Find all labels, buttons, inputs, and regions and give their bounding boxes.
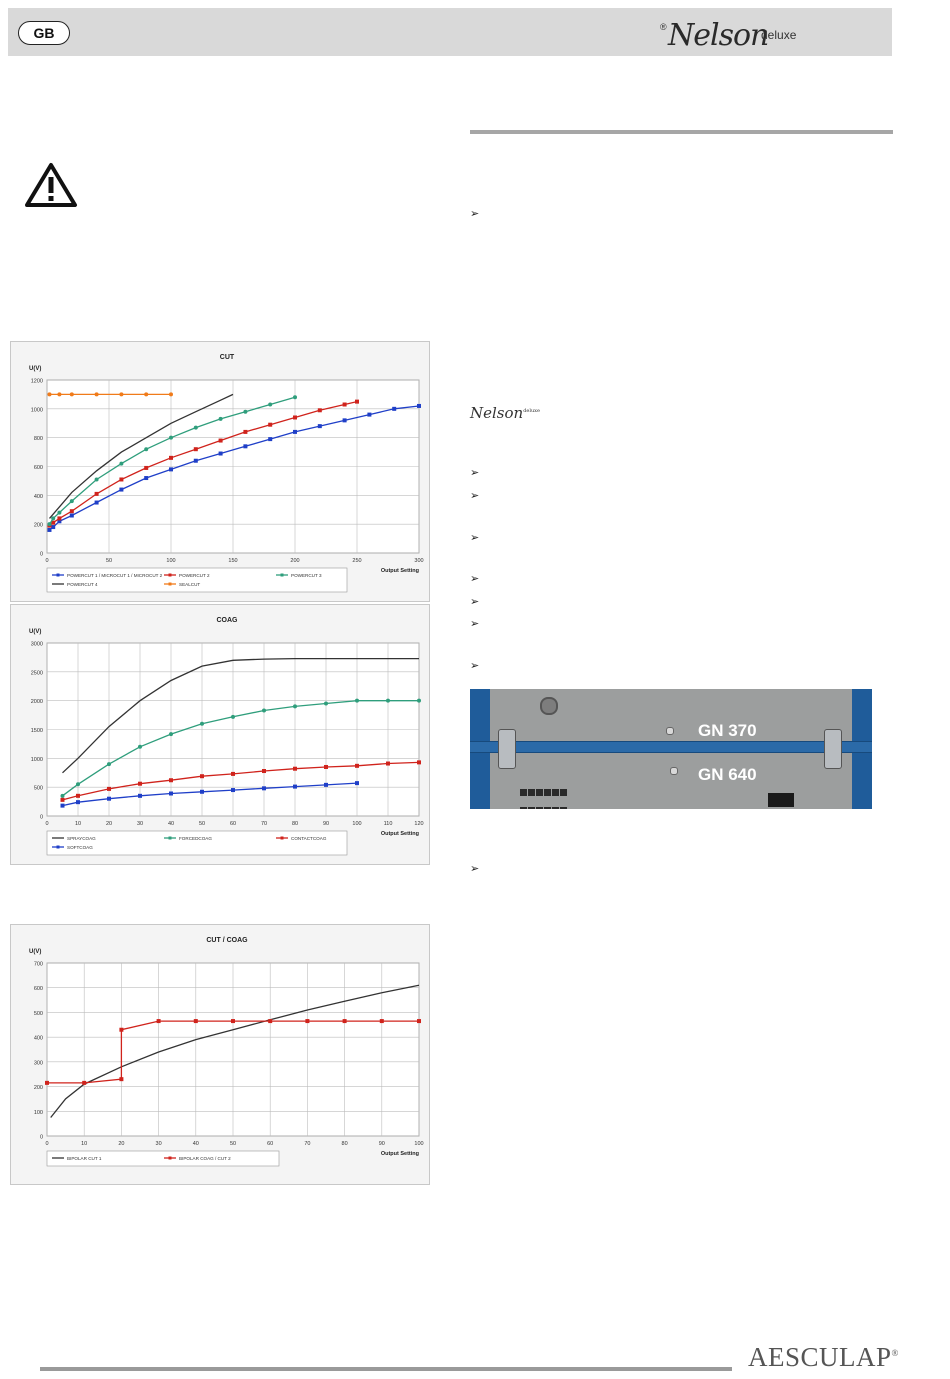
y-tick-label: 800 [33,436,43,443]
device-rail [470,741,872,753]
x-axis-label: Output Setting [380,1151,419,1157]
data-point [200,790,204,794]
data-point [318,424,322,428]
legend-marker [169,574,172,577]
multi-pin-connector [520,783,576,803]
x-tick-label: 0 [45,821,49,827]
data-point [324,702,328,706]
bullet-arrow-icon: ➢ [470,467,480,479]
legend-marker [281,837,284,840]
y-axis-label: U(V) [29,949,42,955]
right-hinge [824,729,842,769]
mini-logo-name: Nelson [470,404,524,422]
data-point [293,430,297,434]
x-tick-label: 100 [414,1141,424,1147]
data-point [51,516,55,520]
chart-title: CUT [219,354,235,361]
legend-label: SPRAYCOAG [67,836,96,841]
data-point [355,400,359,404]
data-point [194,1019,198,1023]
y-tick-label: 500 [33,1010,43,1017]
chart-svg [11,925,429,1184]
data-point [169,456,173,460]
data-point [76,782,80,786]
data-point [231,715,235,719]
data-point [262,786,266,790]
bullet-arrow-icon: ➢ [470,490,480,502]
data-point [119,462,123,466]
y-tick-label: 1000 [30,407,43,414]
data-point [268,423,272,427]
y-tick-label: 400 [33,1035,43,1042]
data-point [367,413,371,417]
legend-label: BIPOLAR CUT 1 [67,1156,102,1161]
data-point [417,404,421,408]
data-point [107,787,111,791]
data-point [293,785,297,789]
data-point [144,466,148,470]
y-tick-label: 0 [39,814,43,821]
data-point [262,769,266,773]
legend-box [47,568,347,592]
jack-socket-icon [540,697,558,715]
data-point [144,447,148,451]
data-point [169,392,173,396]
brand-name: Nelson [668,18,769,53]
footer-registered-mark: ® [891,1348,899,1358]
device-stack-photo [470,689,872,809]
y-tick-label: 400 [33,493,43,500]
data-point [107,762,111,766]
warning-triangle-icon [24,162,78,208]
nelson-mini-logo [470,404,540,422]
y-tick-label: 700 [33,961,43,968]
page-header [8,8,892,56]
data-point [70,392,74,396]
x-tick-label: 200 [290,558,300,564]
data-point [169,792,173,796]
y-tick-label: 200 [33,1085,43,1092]
data-point [293,415,297,419]
legend-label: POWERCUT 4 [67,582,98,587]
x-tick-label: 10 [81,1141,88,1147]
data-point [119,488,123,492]
data-point [61,798,65,802]
data-point [144,392,148,396]
x-tick-label: 150 [228,558,238,564]
chart-title: COAG [216,617,238,624]
y-tick-label: 300 [33,1060,43,1067]
y-tick-label: 1500 [30,728,43,734]
data-point [343,403,347,407]
x-tick-label: 60 [229,821,237,827]
left-hinge [498,729,516,769]
x-tick-label: 50 [105,558,113,564]
data-point [231,772,235,776]
chart-svg [11,605,429,864]
data-point [243,444,247,448]
y-tick-label: 2500 [30,670,43,677]
data-point [57,516,61,520]
footer-rule [40,1367,732,1371]
x-tick-label: 70 [304,1141,311,1147]
data-point [57,392,61,396]
data-point [95,492,99,496]
x-tick-label: 20 [118,1141,125,1147]
data-point [293,767,297,771]
data-point [343,1019,347,1023]
legend-marker [57,574,60,577]
data-point [417,699,421,703]
coag-chart [10,604,430,865]
language-badge: GB [18,21,70,45]
data-point [119,392,123,396]
chart-title: CUT / COAG [206,937,248,944]
x-tick-label: 50 [198,821,206,827]
x-tick-label: 300 [414,558,424,564]
legend-marker [169,583,172,586]
device-label-bottom: GN 640 [698,765,757,784]
y-tick-label: 600 [33,465,43,471]
legend-label: FORCEDCOAG [179,836,212,841]
data-point [169,436,173,440]
data-point [119,1077,123,1081]
x-tick-label: 80 [291,821,299,827]
data-point [47,392,51,396]
legend-box [47,831,347,855]
data-point [231,1019,235,1023]
data-point [70,499,74,503]
data-point [194,459,198,463]
y-tick-label: 600 [33,986,43,993]
y-axis-label: U(V) [29,629,42,635]
data-point [45,1081,49,1085]
bullet-arrow-icon: ➢ [470,618,480,630]
legend-marker [281,574,284,577]
data-point [392,407,396,411]
x-tick-label: 60 [267,1141,274,1147]
cut-chart [10,341,430,602]
bullet-arrow-icon: ➢ [470,573,480,585]
bullet-arrow-icon: ➢ [470,208,480,220]
brand-suffix: deluxe [761,28,797,42]
data-point [200,774,204,778]
x-tick-label: 90 [322,821,330,827]
data-point [355,764,359,768]
x-tick-label: 30 [136,821,144,827]
x-tick-label: 20 [105,821,113,827]
data-point [305,1019,309,1023]
legend-marker [57,846,60,849]
cut-coag-chart [10,924,430,1185]
device-label-top: GN 370 [698,721,757,740]
x-tick-label: 0 [45,1141,49,1147]
data-point [293,704,297,708]
data-point [219,417,223,421]
data-point [268,437,272,441]
data-point [76,800,80,804]
x-tick-label: 0 [45,558,49,564]
data-point [343,418,347,422]
data-point [70,509,74,513]
x-tick-label: 250 [352,558,362,564]
data-point [119,477,123,481]
legend-label: BIPOLAR COAG / CUT 2 [179,1156,231,1161]
brand-registered-mark: ® [660,22,667,32]
section-divider [470,130,893,134]
y-tick-label: 3000 [30,641,43,648]
data-point [243,410,247,414]
data-point [107,797,111,801]
data-point [219,439,223,443]
x-tick-label: 40 [167,821,175,827]
x-tick-label: 40 [192,1141,199,1147]
data-point [57,511,61,515]
data-point [380,1019,384,1023]
legend-marker [169,837,172,840]
chart-svg [11,342,429,601]
y-tick-label: 200 [33,522,43,529]
y-tick-label: 500 [33,785,43,792]
y-tick-label: 0 [39,551,43,558]
data-point [70,514,74,518]
data-point [138,782,142,786]
data-point [95,501,99,505]
x-tick-label: 100 [166,558,176,564]
bullet-arrow-icon: ➢ [470,863,480,875]
power-socket [768,793,794,807]
data-point [51,525,55,529]
bullet-arrow-icon: ➢ [470,596,480,608]
y-axis-label: U(V) [29,366,42,372]
x-tick-label: 50 [229,1141,237,1147]
legend-label: POWERCUT 3 [291,573,322,578]
data-point [61,804,65,808]
x-tick-label: 100 [352,821,362,827]
x-tick-label: 90 [378,1141,385,1147]
data-point [231,788,235,792]
data-point [157,1019,161,1023]
data-point [119,1028,123,1032]
data-point [355,699,359,703]
footer-brand-name: AESCULAP [748,1342,892,1372]
legend-marker [169,1157,172,1160]
data-point [268,403,272,407]
data-point [76,794,80,798]
data-point [293,395,297,399]
data-point [169,732,173,736]
data-point [95,477,99,481]
x-tick-label: 70 [260,821,268,827]
data-point [386,699,390,703]
data-point [144,476,148,480]
x-tick-label: 110 [383,821,393,827]
data-point [169,778,173,782]
bullet-arrow-icon: ➢ [470,532,480,544]
data-point [194,426,198,430]
legend-label: POWERCUT 1 / MICROCUT 1 / MICROCUT 2 [67,573,163,578]
legend-label: POWERCUT 2 [179,573,210,578]
data-point [417,760,421,764]
y-tick-label: 1000 [30,756,43,763]
bullet-arrow-icon: ➢ [470,660,480,672]
data-point [318,408,322,412]
footer-brand-logo [748,1342,899,1373]
y-tick-label: 1200 [30,378,43,385]
x-tick-label: 120 [414,821,424,827]
x-axis-label: Output Setting [380,568,419,574]
legend-label: SOFTCOAG [67,845,93,850]
y-tick-label: 100 [33,1109,43,1116]
data-point [324,765,328,769]
data-point [138,794,142,798]
data-point [386,762,390,766]
data-point [47,522,51,526]
y-tick-label: 2000 [30,699,43,706]
data-point [324,783,328,787]
y-tick-label: 0 [39,1134,43,1141]
data-point [243,430,247,434]
x-tick-label: 30 [155,1141,162,1147]
data-point [138,745,142,749]
screw-icon [670,767,678,775]
legend-label: SEALCUT [179,582,201,587]
legend-label: CONTACTCOAG [291,836,327,841]
data-point [355,781,359,785]
data-point [268,1019,272,1023]
x-tick-label: 80 [341,1141,348,1147]
data-point [219,452,223,456]
data-point [194,447,198,451]
data-point [200,722,204,726]
data-point [47,528,51,532]
x-tick-label: 10 [74,821,82,827]
data-point [95,392,99,396]
data-point [61,794,65,798]
screw-icon [666,727,674,735]
data-point [169,467,173,471]
data-point [82,1081,86,1085]
data-point [262,708,266,712]
data-point [417,1019,421,1023]
mini-logo-suffix: deluxe [523,408,540,414]
x-axis-label: Output Setting [380,831,419,837]
